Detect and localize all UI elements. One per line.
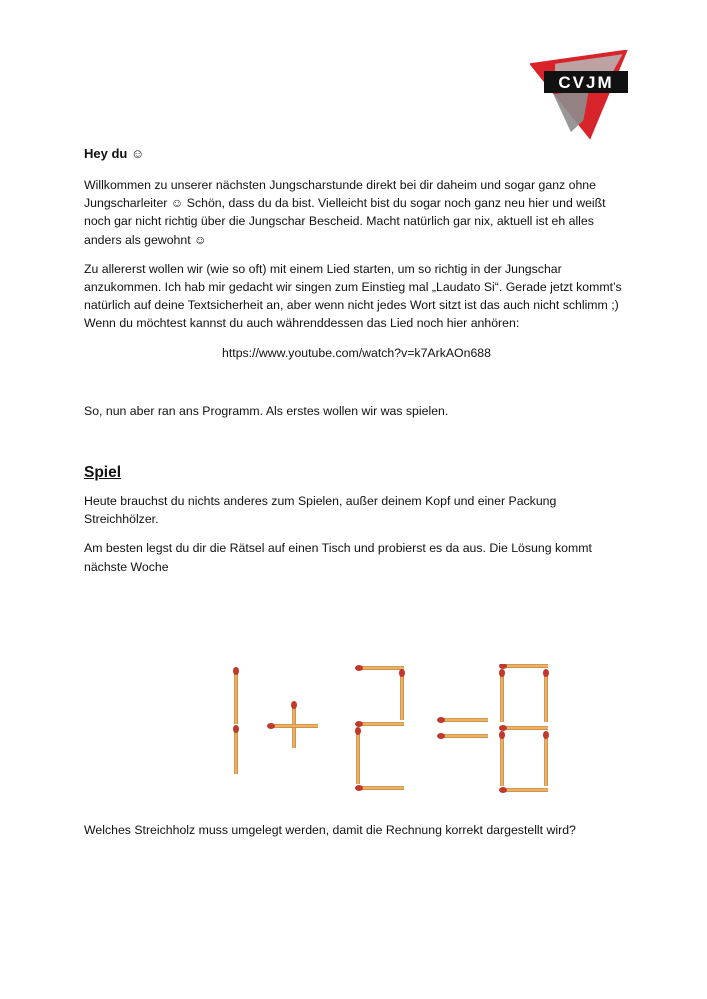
spiel-heading: Spiel — [84, 464, 122, 482]
intro-paragraph: Willkommen zu unserer nächsten Jungscharstunde direkt bei dir daheim und sogar ganz ohne Jungscharleiter ☺ Schön, dass du da bist. Vielleicht bist du sogar noch ganz neu hier und weißt noch gar nicht richtig über die Jungschar Bescheid. Macht natürlich gar nix, aktuell ist eh alles anders als gewohnt ☺ — [84, 178, 606, 247]
cvjm-logo — [530, 50, 638, 142]
spiel-intro: Heute brauchst du nichts anderes zum Spielen, außer deinem Kopf und einer Packung Streichhölzer. — [84, 494, 557, 527]
greeting-heading: Hey du ☺ — [84, 146, 145, 161]
matchstick — [355, 785, 404, 791]
matchstick — [399, 669, 405, 720]
matchstick — [355, 727, 361, 784]
youtube-link[interactable]: https://www.youtube.com/watch?v=k7ArkAOn688 — [222, 345, 491, 360]
matchstick — [499, 664, 548, 669]
matchstick — [233, 725, 239, 774]
matchstick — [355, 665, 404, 671]
matchstick-puzzle-image — [222, 664, 562, 800]
svg-text:CVJM: CVJM — [558, 73, 614, 92]
song-paragraph: Zu allererst wollen wir (wie so oft) mit einem Lied starten, um so richtig in der Jungschar anzukommen. Ich hab mir gedacht wir singen zum Einstieg mal „Laudato Si“. Gerade jetzt kommt’s natürlich auf deine Textsicherheit an, aber wenn nicht jedes Wort sitzt ist das auch nicht schlimm ;) Wenn du möchtest kannst du auch währenddessen das Lied noch hier anhören: — [84, 261, 622, 331]
matchstick — [355, 721, 404, 727]
matchstick — [499, 731, 505, 786]
matchstick — [437, 717, 488, 723]
matchstick — [499, 725, 548, 731]
matchstick — [543, 731, 549, 786]
matchstick — [499, 787, 548, 793]
puzzle-question: Welches Streichholz muss umgelegt werden, damit die Rechnung korrekt dargestellt wird? — [84, 823, 576, 837]
matchstick — [233, 667, 239, 724]
matchstick — [499, 669, 505, 722]
matchstick — [543, 669, 549, 722]
program-paragraph: So, nun aber ran ans Programm. Als erstes wollen wir was spielen. — [84, 403, 449, 418]
matchstick — [437, 733, 488, 739]
spiel-instructions: Am besten legst du dir die Rätsel auf einen Tisch und probierst es da aus. Die Lösung kommt nächste Woche — [84, 541, 592, 574]
